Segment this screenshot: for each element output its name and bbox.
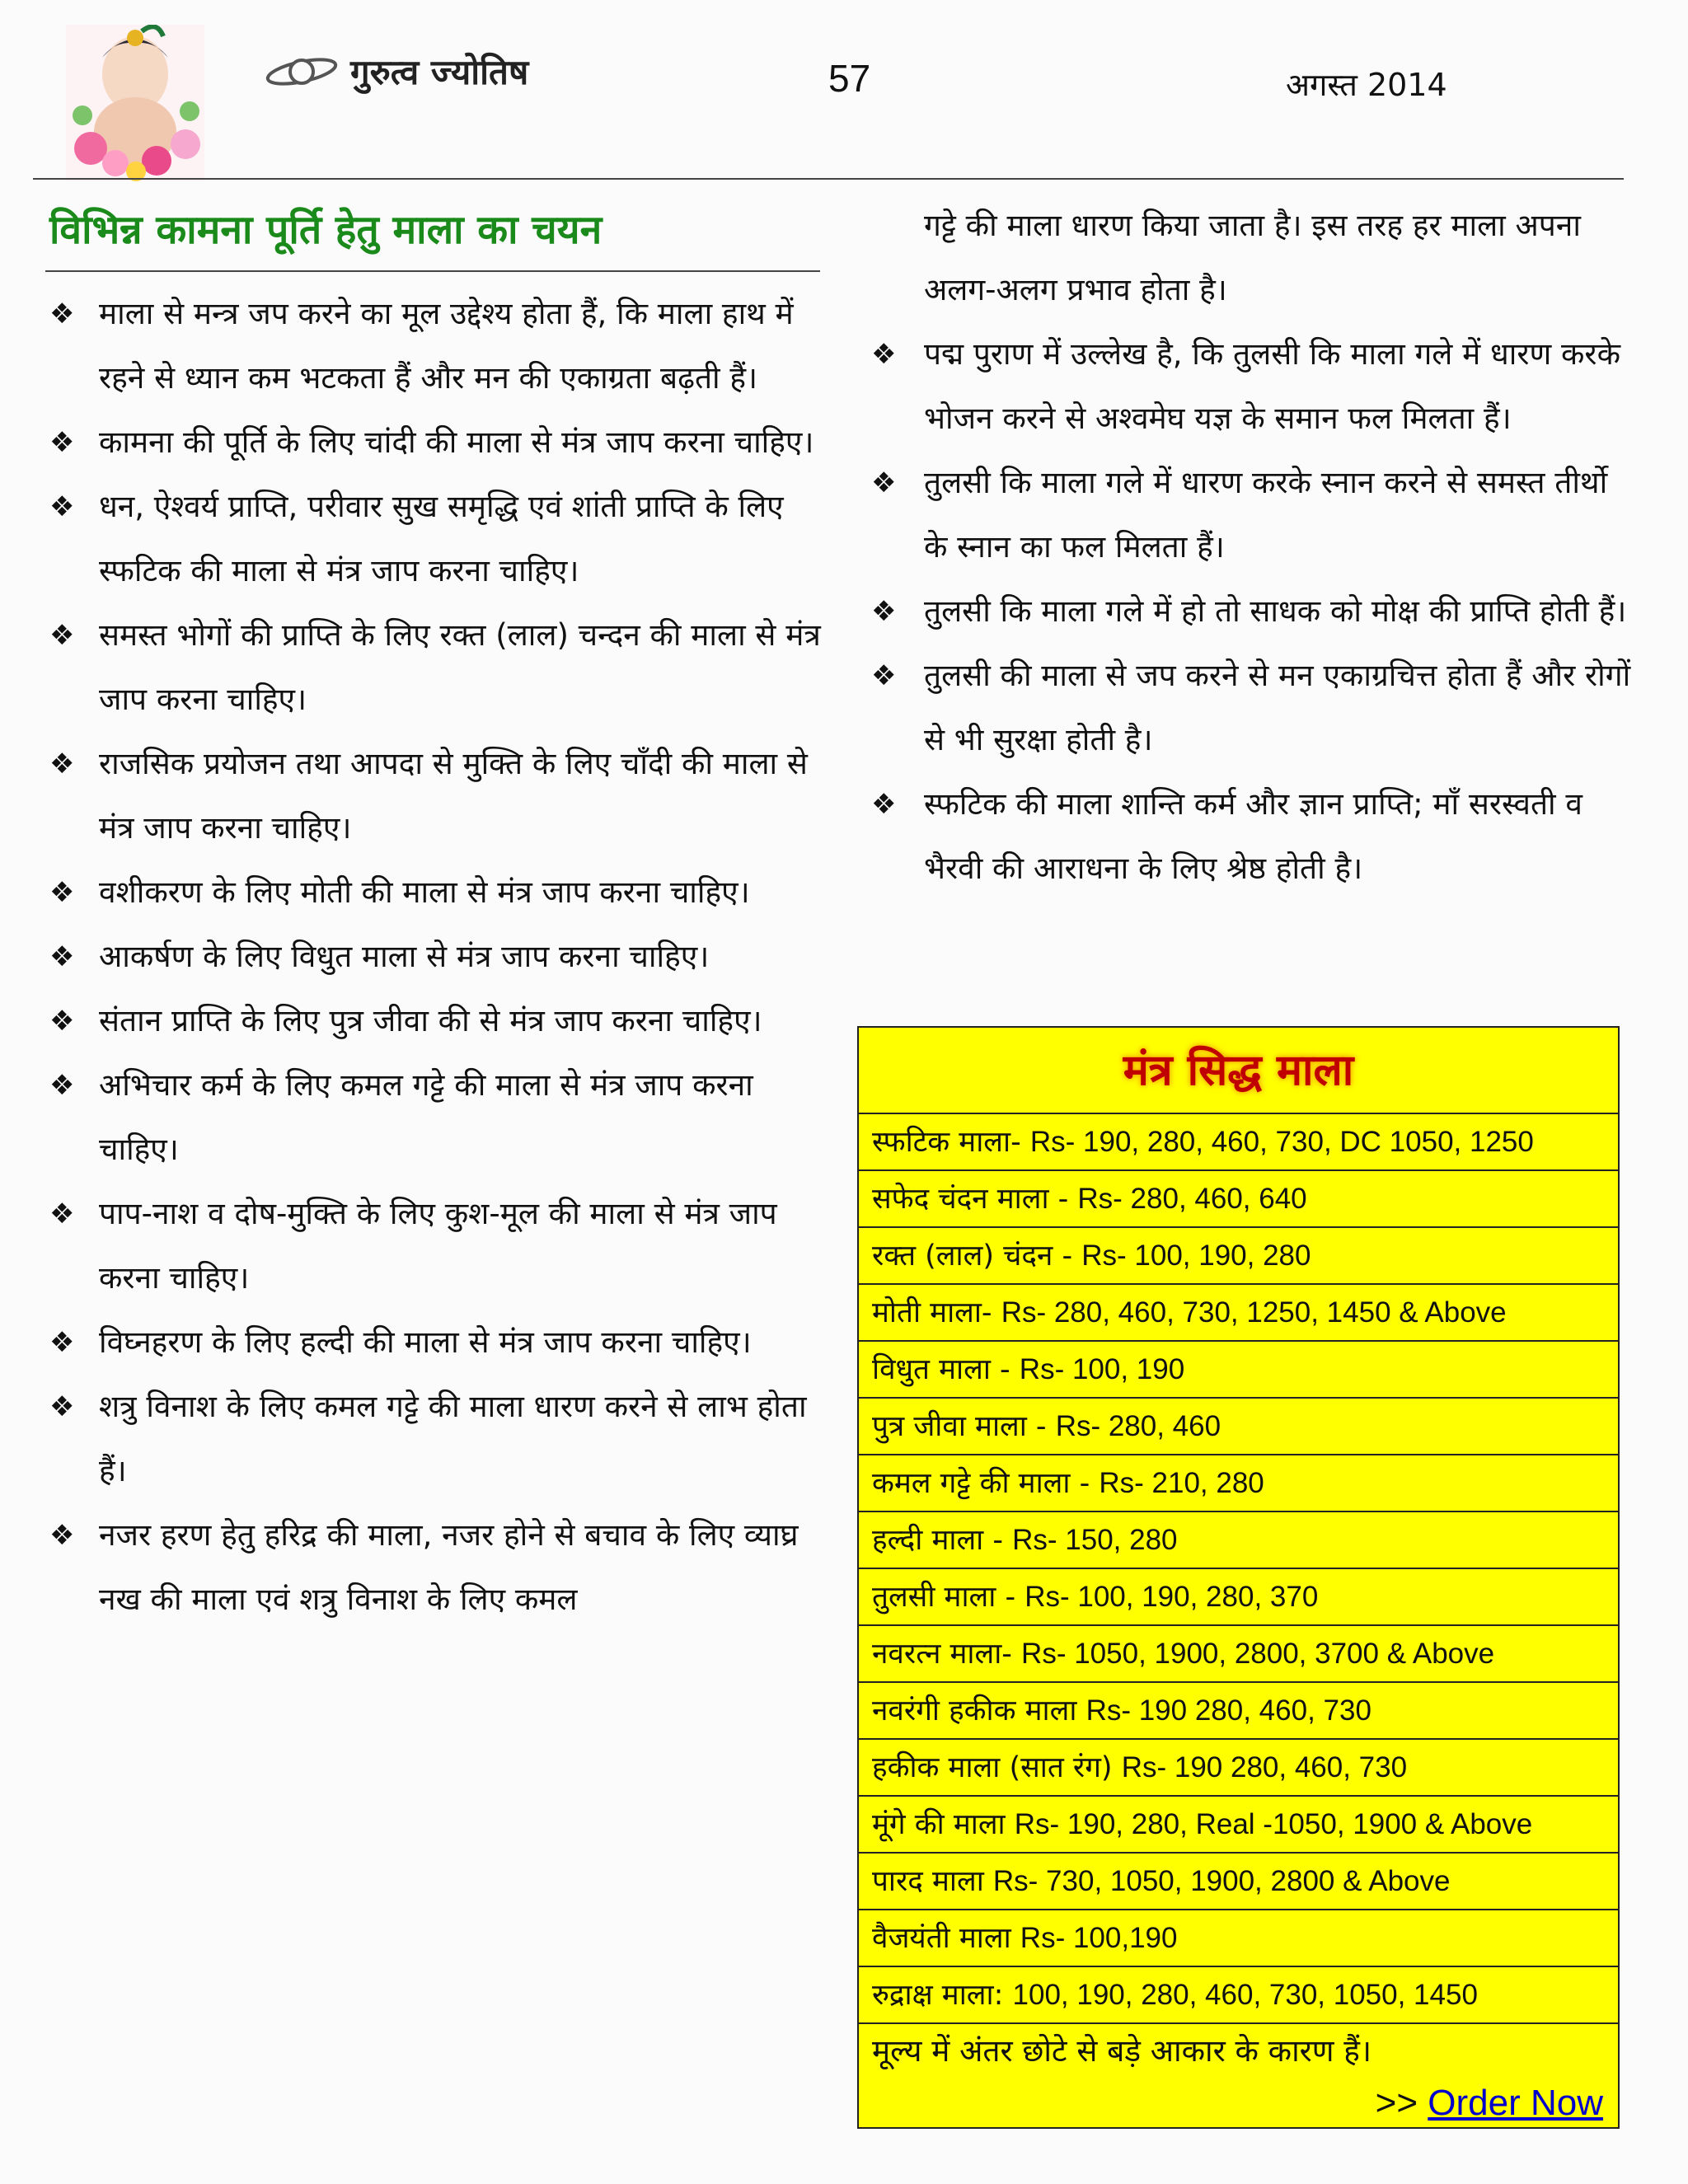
list-item: ❖ स्फटिक की माला शान्ति कर्म और ज्ञान प्राप्ति; माँ सरस्वती व भैरवी की आराधना के लिए श्रेष्ठ होती है। xyxy=(870,772,1640,901)
header-divider xyxy=(33,178,1624,180)
left-bullet-list xyxy=(45,282,824,1632)
page-header xyxy=(0,0,1688,183)
bullet-diamond-icon: ❖ xyxy=(49,876,75,909)
magazine-brand: गुरुत्व ज्योतिष xyxy=(350,52,529,92)
price-row: रुद्राक्ष माला: 100, 190, 280, 460, 730, 1050, 1450 xyxy=(859,1967,1618,2024)
list-item: ❖ अभिचार कर्म के लिए कमल गट्टे की माला से मंत्र जाप करना चाहिए। xyxy=(45,1053,824,1182)
bullet-diamond-icon: ❖ xyxy=(49,1005,75,1038)
title-divider xyxy=(45,270,820,272)
list-item: ❖ पद्म पुराण में उल्लेख है, कि तुलसी कि माला गले में धारण करके भोजन करने से अश्वमेघ यज्ञ के समान फल मिलता हैं। xyxy=(870,322,1640,451)
krishna-image xyxy=(66,25,204,181)
bullet-diamond-icon: ❖ xyxy=(49,940,75,973)
price-row: मोती माला- Rs- 280, 460, 730, 1250, 1450 & Above xyxy=(859,1285,1618,1342)
list-item: ❖ पाप-नाश व दोष-मुक्ति के लिए कुश-मूल की माला से मंत्र जाप करना चाहिए। xyxy=(45,1182,824,1310)
bullet-diamond-icon: ❖ xyxy=(871,466,897,499)
price-row: पुत्र जीवा माला - Rs- 280, 460 xyxy=(859,1399,1618,1455)
price-row: रक्त (लाल) चंदन - Rs- 100, 190, 280 xyxy=(859,1228,1618,1285)
list-item: ❖ संतान प्राप्ति के लिए पुत्र जीवा की से मंत्र जाप करना चाहिए। xyxy=(45,989,824,1053)
price-row: विधुत माला - Rs- 100, 190 xyxy=(859,1342,1618,1399)
list-item: ❖ विघ्नहरण के लिए हल्दी की माला से मंत्र जाप करना चाहिए। xyxy=(45,1310,824,1375)
list-item: ❖ वशीकरण के लिए मोती की माला से मंत्र जाप करना चाहिए। xyxy=(45,860,824,925)
price-row: हकीक माला (सात रंग) Rs- 190 280, 460, 730 xyxy=(859,1740,1618,1797)
price-row: सफेद चंदन माला - Rs- 280, 460, 640 xyxy=(859,1171,1618,1228)
bullet-diamond-icon: ❖ xyxy=(49,1069,75,1102)
bullet-diamond-icon: ❖ xyxy=(871,595,897,628)
price-note: मूल्य में अंतर छोटे से बड़े आकार के कारण हैं। xyxy=(872,2033,1372,2069)
price-row: हल्दी माला - Rs- 150, 280 xyxy=(859,1512,1618,1569)
price-row: तुलसी माला - Rs- 100, 190, 280, 370 xyxy=(859,1569,1618,1626)
price-row: नवरत्न माला- Rs- 1050, 1900, 2800, 3700 & Above xyxy=(859,1626,1618,1683)
price-row: नवरंगी हकीक माला Rs- 190 280, 460, 730 xyxy=(859,1683,1618,1740)
left-column xyxy=(45,198,824,1632)
mala-price-table xyxy=(857,1026,1620,2129)
price-table-title: मंत्र सिद्ध माला xyxy=(859,1028,1618,1114)
bullet-diamond-icon: ❖ xyxy=(49,426,75,459)
planet-logo-icon xyxy=(264,51,340,92)
price-row: कमल गट्टे की माला - Rs- 210, 280 xyxy=(859,1455,1618,1512)
bullet-diamond-icon: ❖ xyxy=(49,298,75,330)
list-item: ❖ कामना की पूर्ति के लिए चांदी की माला से मंत्र जाप करना चाहिए। xyxy=(45,410,824,475)
page-number: 57 xyxy=(828,57,871,100)
list-item: ❖ माला से मन्त्र जप करने का मूल उद्देश्य होता हैं, कि माला हाथ में रहने से ध्यान कम भटकता हैं और मन की एकाग्रता बढ़ती हैं। xyxy=(45,282,824,410)
bullet-diamond-icon: ❖ xyxy=(49,748,75,780)
right-bullet-list xyxy=(870,322,1640,901)
bullet-diamond-icon: ❖ xyxy=(49,490,75,523)
right-column xyxy=(870,194,1640,901)
bullet-diamond-icon: ❖ xyxy=(871,659,897,692)
order-row: >> Order Now xyxy=(1375,2083,1603,2123)
bullet-diamond-icon: ❖ xyxy=(49,1326,75,1359)
price-row: पारद माला Rs- 730, 1050, 1900, 2800 & Above xyxy=(859,1854,1618,1910)
bullet-diamond-icon: ❖ xyxy=(49,1519,75,1552)
bullet-diamond-icon: ❖ xyxy=(49,1390,75,1423)
list-item: ❖ तुलसी की माला से जप करने से मन एकाग्रचित्त होता हैं और रोगों से भी सुरक्षा होती है। xyxy=(870,644,1640,772)
price-row: वैजयंती माला Rs- 100,190 xyxy=(859,1910,1618,1967)
bullet-diamond-icon: ❖ xyxy=(871,338,897,371)
list-item: ❖ तुलसी कि माला गले में हो तो साधक को मोक्ष की प्राप्ति होती हैं। xyxy=(870,579,1640,644)
price-row: मूंगे की माला Rs- 190, 280, Real -1050, 1900 & Above xyxy=(859,1797,1618,1854)
bullet-diamond-icon: ❖ xyxy=(49,619,75,652)
list-item: ❖ तुलसी कि माला गले में धारण करके स्नान करने से समस्त तीर्थो के स्नान का फल मिलता हैं। xyxy=(870,451,1640,579)
list-item: ❖ शत्रु विनाश के लिए कमल गट्टे की माला धारण करने से लाभ होता हैं। xyxy=(45,1375,824,1503)
price-row: स्फटिक माला- Rs- 190, 280, 460, 730, DC 1050, 1250 xyxy=(859,1114,1618,1171)
list-item: ❖ आकर्षण के लिए विधुत माला से मंत्र जाप करना चाहिए। xyxy=(45,925,824,989)
list-item: ❖ राजसिक प्रयोजन तथा आपदा से मुक्ति के लिए चाँदी की माला से मंत्र जाप करना चाहिए। xyxy=(45,732,824,860)
list-item: ❖ समस्त भोगों की प्राप्ति के लिए रक्त (लाल) चन्दन की माला से मंत्र जाप करना चाहिए। xyxy=(45,603,824,732)
list-item: ❖ नजर हरण हेतु हरिद्र की माला, नजर होने से बचाव के लिए व्याघ्र नख की माला एवं शत्रु विनाश के लिए कमल xyxy=(45,1503,824,1632)
list-item: ❖ धन, ऐश्वर्य प्राप्ति, परीवार सुख समृद्धि एवं शांती प्राप्ति के लिए स्फटिक की माला से मंत्र जाप करना चाहिए। xyxy=(45,475,824,603)
bullet-diamond-icon: ❖ xyxy=(871,788,897,821)
bullet-diamond-icon: ❖ xyxy=(49,1197,75,1230)
article-title: विभिन्न कामना पूर्ति हेतु माला का चयन xyxy=(49,207,603,253)
order-now-link[interactable]: Order Now xyxy=(1428,2083,1603,2123)
continued-paragraph: गट्टे की माला धारण किया जाता है। इस तरह हर माला अपना अलग-अलग प्रभाव होता है। xyxy=(924,208,1581,307)
issue-date: अगस्त 2014 xyxy=(1286,67,1447,103)
